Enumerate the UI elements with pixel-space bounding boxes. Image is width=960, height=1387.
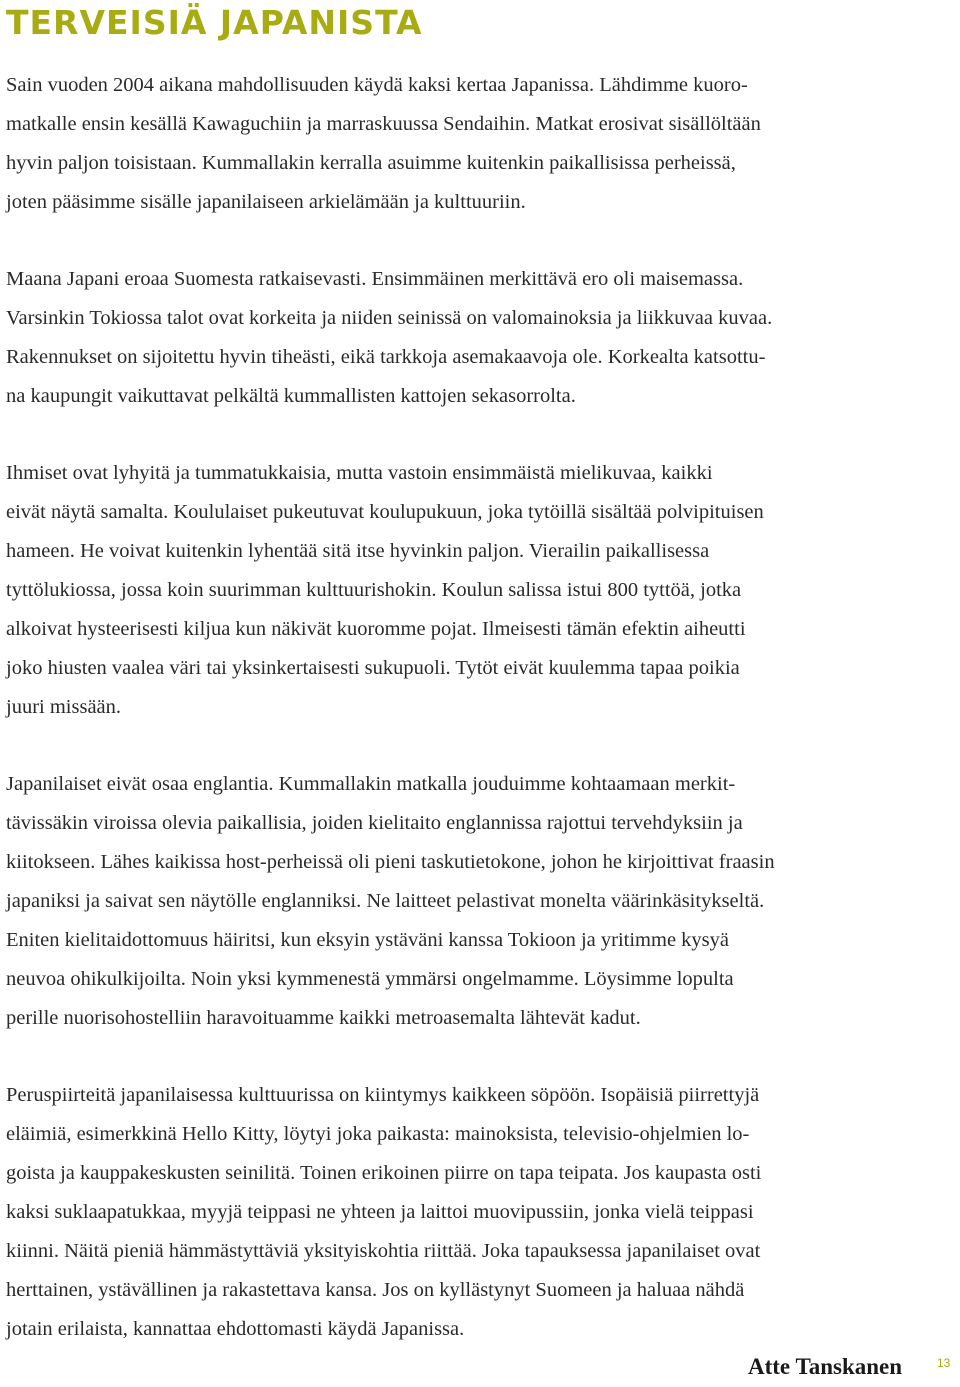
text-line: tävissäkin viroissa olevia paikallisia, joiden kielitaito englannissa rajottui tervehdyksiin ja [6,812,743,834]
text-line: alkoivat hysteerisesti kiljua kun näkivät kuoromme pojat. Ilmeisesti tämän efektin aiheutti [6,618,746,640]
page-number: 13 [937,1356,951,1370]
text-line: Maana Japani eroaa Suomesta ratkaisevasti. Ensimmäinen merkittävä ero oli maisemassa. [6,268,744,290]
article-title: TERVEISIÄ JAPANISTA [6,3,423,42]
text-line: Japanilaiset eivät osaa englantia. Kummallakin matkalla jouduimme kohtaamaan merkit- [6,773,736,795]
paragraph-5 [6,1076,946,1349]
text-line: perille nuorisohostelliin haravoituamme kaikki metroasemalta lähtevät kadut. [6,1007,641,1029]
text-line: eläimiä, esimerkkinä Hello Kitty, löytyi joka paikasta: mainoksista, televisio-ohjelmien lo- [6,1123,750,1145]
author-signature: Atte Tanskanen [748,1354,903,1379]
text-line: hameen. He voivat kuitenkin lyhentää sitä itse hyvinkin paljon. Vierailin paikallisessa [6,540,710,562]
text-line: kiitokseen. Lähes kaikissa host-perheissä oli pieni taskutietokone, johon he kirjoittivat fraasin [6,851,775,873]
text-line: Ihmiset ovat lyhyitä ja tummatukkaisia, mutta vastoin ensimmäistä mielikuvaa, kaikki [6,462,713,484]
paragraph-3 [6,454,946,727]
text-line: Sain vuoden 2004 aikana mahdollisuuden käydä kaksi kertaa Japanissa. Lähdimme kuoro- [6,74,748,96]
text-line: na kaupungit vaikuttavat pelkältä kummallisten kattojen sekasorrolta. [6,385,576,407]
paragraph-4 [6,765,946,1038]
text-line: hyvin paljon toisistaan. Kummallakin kerralla asuimme kuitenkin paikallisissa perheissä, [6,152,736,174]
text-line: japaniksi ja saivat sen näytölle englanniksi. Ne laitteet pelastivat monelta väärinkäsitykseltä. [6,890,765,912]
article-body [6,66,946,1387]
text-line: matkalle ensin kesällä Kawaguchiin ja marraskuussa Sendaihin. Matkat erosivat sisällöltään [6,113,761,135]
text-line: juuri missään. [6,696,122,718]
text-line: Eniten kielitaidottomuus häiritsi, kun eksyin ystäväni kanssa Tokioon ja yritimme kysyä [6,929,729,951]
text-line: jotain erilaista, kannattaa ehdottomasti käydä Japanissa. [6,1318,465,1340]
text-line: kiinni. Näitä pieniä hämmästyttäviä yksityiskohtia riittää. Joka tapauksessa japanilaiset ovat [6,1240,761,1262]
text-line: tyttölukiossa, jossa koin suurimman kulttuurishokin. Koulun salissa istui 800 tyttöä, jotka [6,579,742,601]
text-line: Varsinkin Tokiossa talot ovat korkeita ja niiden seinissä on valomainoksia ja liikkuvaa kuvaa. [6,307,773,329]
text-line: joko hiusten vaalea väri tai yksinkertaisesti sukupuoli. Tytöt eivät kuulemma tapaa poikia [6,657,740,679]
paragraph-2 [6,260,946,416]
text-line: joten pääsimme sisälle japanilaiseen arkielämään ja kulttuuriin. [6,191,526,213]
paragraph-1 [6,66,946,222]
text-line: herttainen, ystävällinen ja rakastettava kansa. Jos on kyllästynyt Suomeen ja haluaa nähdä [6,1279,745,1301]
text-line: neuvoa ohikulkijoilta. Noin yksi kymmenestä ymmärsi ongelmamme. Löysimme lopulta [6,968,734,990]
text-line: kaksi suklaapatukkaa, myyjä teippasi ne yhteen ja laittoi muovipussiin, jonka vielä teippasi [6,1201,754,1223]
text-line: Rakennukset on sijoitettu hyvin tiheästi, eikä tarkkoja asemakaavoja ole. Korkealta katsottu- [6,346,766,368]
text-line: Peruspiirteitä japanilaisessa kulttuurissa on kiintymys kaikkeen söpöön. Isopäisiä piirrettyjä [6,1084,760,1106]
text-line: goista ja kauppakeskusten seinilitä. Toinen erikoinen piirre on tapa teipata. Jos kaupasta osti [6,1162,762,1184]
text-line: eivät näytä samalta. Koululaiset pukeutuvat koulupukuun, joka tytöillä sisältää polvipituisen [6,501,764,523]
